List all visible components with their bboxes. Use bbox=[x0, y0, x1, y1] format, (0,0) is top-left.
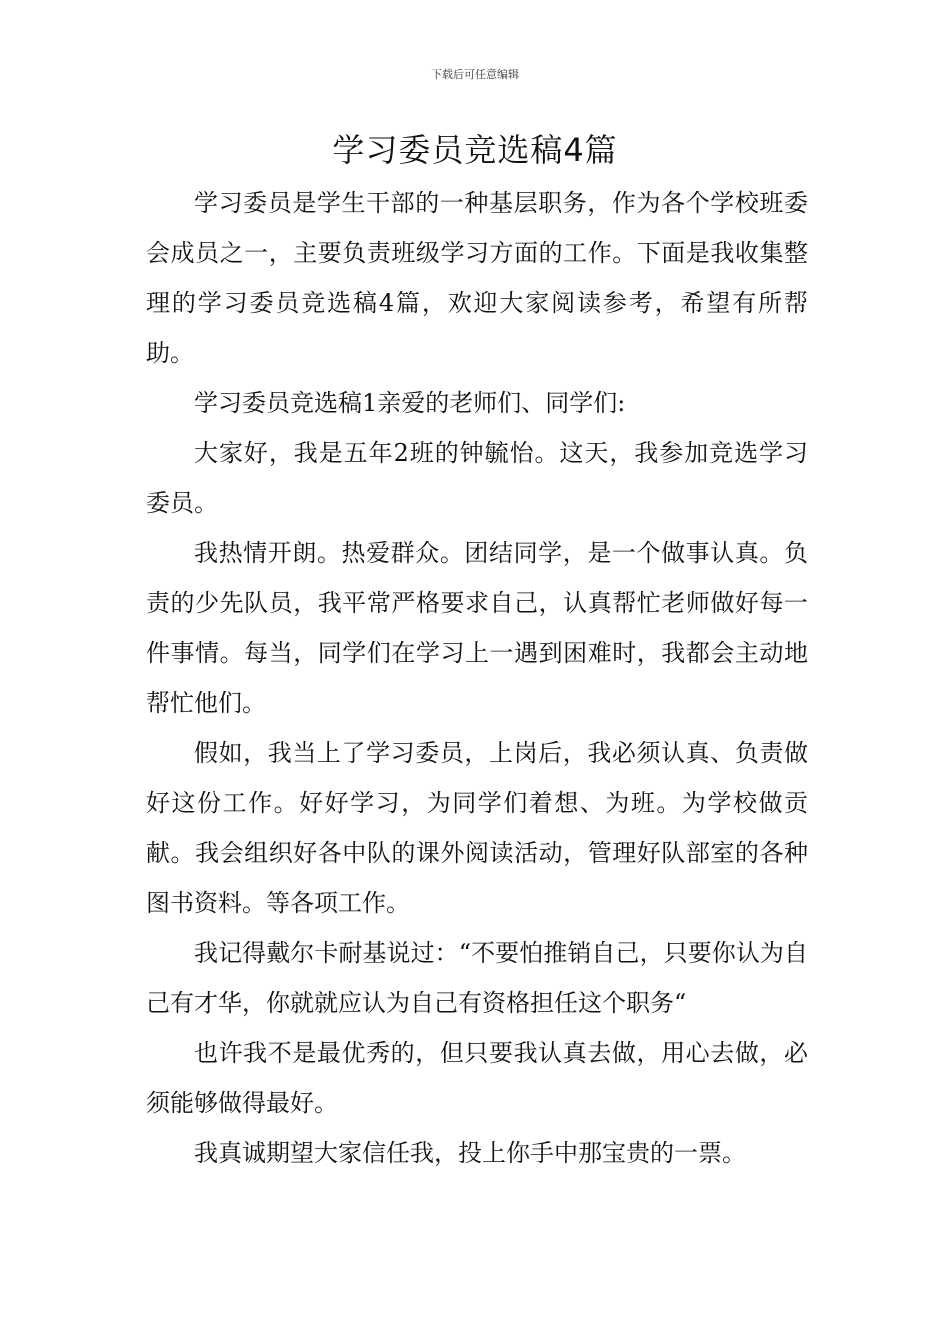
paragraph-commitment: 也许我不是最优秀的，但只要我认真去做，用心去做，必须能够做得最好。 bbox=[146, 1039, 808, 1117]
header-note: 下载后可任意编辑 bbox=[431, 68, 519, 81]
paragraph-quote: 我记得戴尔卡耐基说过：“不要怕推销自己，只要你认为自己有才华，你就就应认为自己有资格担任这个职务“ bbox=[146, 939, 808, 1017]
paragraph-salutation: 学习委员竞选稿1亲爱的老师们、同学们: bbox=[194, 389, 626, 417]
document-body bbox=[146, 178, 808, 1178]
paragraph-closing: 我真诚期望大家信任我，投上你手中那宝贵的一票。 bbox=[194, 1139, 746, 1167]
paragraph-greeting: 大家好，我是五年2班的钟毓怡。这天，我参加竞选学习委员。 bbox=[146, 439, 808, 517]
paragraph-intro: 学习委员是学生干部的一种基层职务，作为各个学校班委会成员之一，主要负责班级学习方面的工作。下面是我收集整理的学习委员竞选稿4篇，欢迎大家阅读参考，希望有所帮助。 bbox=[146, 189, 808, 367]
paragraph-plans: 假如，我当上了学习委员，上岗后，我必须认真、负责做好这份工作。好好学习，为同学们着想、为班。为学校做贡献。我会组织好各中队的课外阅读活动，管理好队部室的各种图书资料。等各项工作。 bbox=[146, 739, 808, 917]
paragraph-self-description: 我热情开朗。热爱群众。团结同学，是一个做事认真。负责的少先队员，我平常严格要求自己，认真帮忙老师做好每一件事情。每当，同学们在学习上一遇到困难时，我都会主动地帮忙他们。 bbox=[146, 539, 808, 717]
document-title: 学习委员竞选稿4篇 bbox=[332, 131, 618, 169]
